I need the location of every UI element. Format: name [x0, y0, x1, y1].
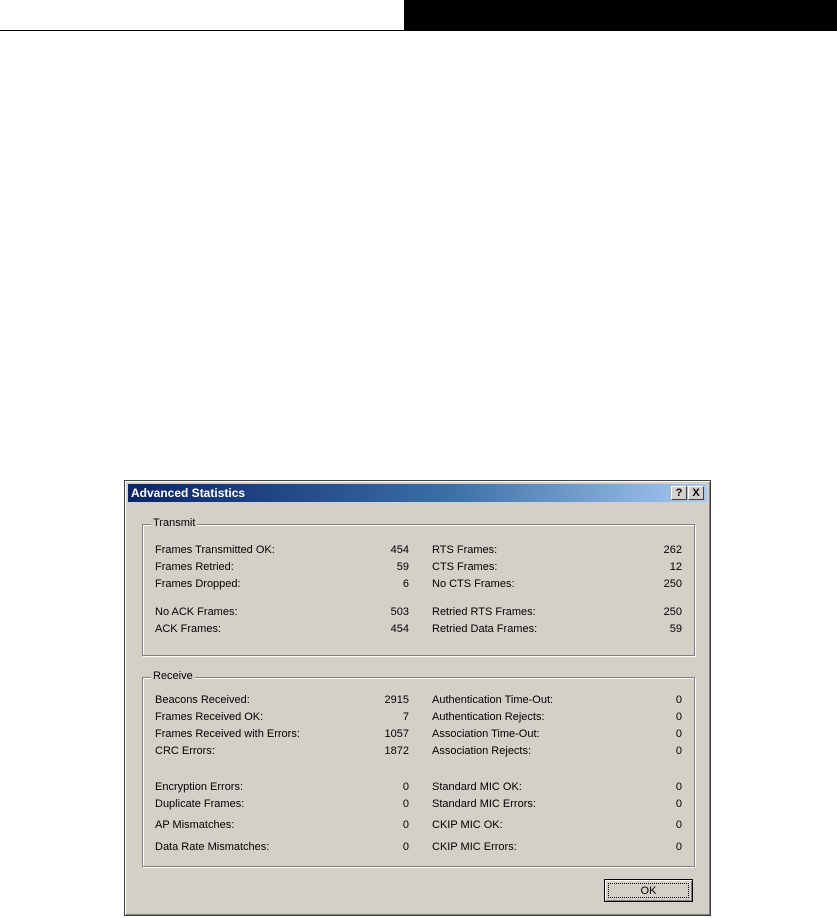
stat-value: 0 [675, 798, 682, 810]
stat-value: 454 [390, 544, 409, 556]
stat-value: 1057 [384, 728, 409, 740]
stat-label: Authentication Rejects: [432, 711, 545, 723]
stat-value: 0 [675, 841, 682, 853]
stat-value: 6 [402, 578, 409, 590]
ok-button[interactable] [604, 879, 693, 902]
stat-value: 0 [675, 819, 682, 831]
stat-value: 0 [675, 711, 682, 723]
stat-label: ACK Frames: [155, 623, 222, 635]
stat-label: RTS Frames: [432, 544, 498, 556]
stat-label: Frames Dropped: [155, 578, 241, 590]
stat-label: Encryption Errors: [155, 781, 244, 793]
stat-value: 250 [663, 578, 682, 590]
stat-value: 0 [402, 819, 409, 831]
stat-label: CTS Frames: [432, 561, 498, 573]
stat-value: 2915 [384, 694, 409, 706]
transmit-legend: Transmit [153, 517, 196, 529]
stat-label: Frames Transmitted OK: [155, 544, 275, 556]
stat-label: CKIP MIC OK: [432, 819, 503, 831]
stat-label: Standard MIC Errors: [432, 798, 536, 810]
dialog-title: Advanced Statistics [131, 486, 246, 500]
stat-label: Frames Retried: [155, 561, 234, 573]
stat-value: 0 [675, 745, 682, 757]
stat-label: AP Mismatches: [155, 819, 235, 831]
advanced-statistics-dialog [124, 480, 711, 916]
stat-label: No ACK Frames: [155, 606, 238, 618]
stat-label: Duplicate Frames: [155, 798, 245, 810]
stat-value: 0 [675, 728, 682, 740]
stat-label: Frames Received OK: [155, 711, 264, 723]
stat-label: CKIP MIC Errors: [432, 841, 517, 853]
page-header-rule [0, 30, 837, 31]
stat-value: 503 [390, 606, 409, 618]
stat-value: 262 [663, 544, 682, 556]
stat-label: No CTS Frames: [432, 578, 515, 590]
stat-label: Beacons Received: [155, 694, 250, 706]
stat-value: 0 [675, 694, 682, 706]
receive-group [142, 670, 695, 867]
stat-value: 0 [402, 841, 409, 853]
stat-value: 59 [669, 623, 682, 635]
stat-label: Association Time-Out: [432, 728, 540, 740]
stat-value: 7 [402, 711, 409, 723]
stat-value: 1872 [384, 745, 409, 757]
stat-value: 59 [396, 561, 409, 573]
stat-label: Association Rejects: [432, 745, 532, 757]
stat-label: Frames Received with Errors: [155, 728, 300, 740]
stat-value: 250 [663, 606, 682, 618]
help-button[interactable]: ? [671, 486, 687, 500]
transmit-group [142, 517, 695, 656]
receive-legend: Receive [153, 670, 193, 682]
dialog-titlebar[interactable] [128, 484, 707, 502]
stat-value: 454 [390, 623, 409, 635]
stat-value: 0 [402, 781, 409, 793]
stat-label: Retried RTS Frames: [432, 606, 536, 618]
ok-button-label: OK [608, 883, 689, 898]
stat-label: Data Rate Mismatches: [155, 841, 270, 853]
stat-label: Standard MIC OK: [432, 781, 522, 793]
stat-value: 12 [669, 561, 682, 573]
stat-label: CRC Errors: [155, 745, 215, 757]
stat-label: Authentication Time-Out: [432, 694, 554, 706]
stat-value: 0 [675, 781, 682, 793]
page-header-bar [404, 0, 837, 30]
close-button[interactable]: X [688, 486, 704, 500]
stat-value: 0 [402, 798, 409, 810]
stat-label: Retried Data Frames: [432, 623, 538, 635]
